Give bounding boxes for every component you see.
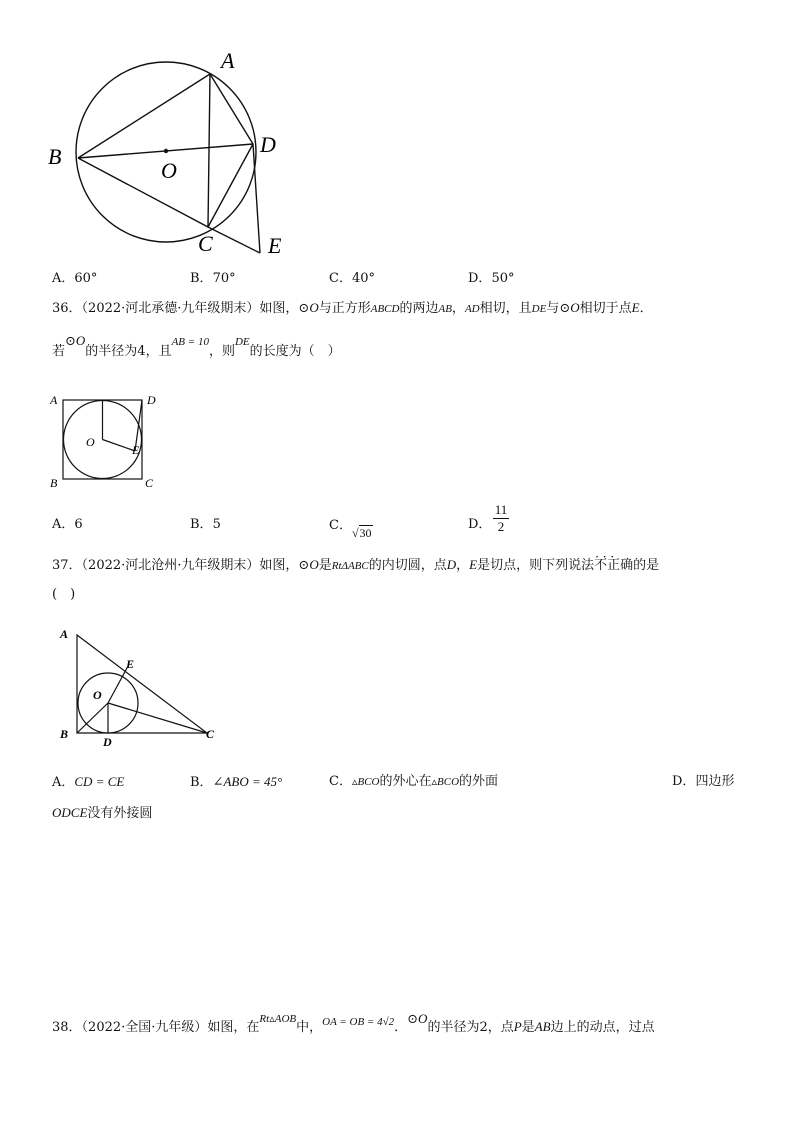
question-number: 36． (52, 301, 82, 316)
q37-option-c: C．▵BCO的外心在▵BCO的外面 (329, 774, 499, 789)
q36-stem-line2: 若⊙O的半径为4，且$^{AB = 10}$，则$^{DE}$的长度为（ ） (52, 333, 341, 359)
q35-point-label: E (268, 233, 282, 258)
q36-figure (44, 390, 164, 492)
q35-point-label: C (198, 231, 213, 256)
q37-point-label: O (93, 688, 102, 702)
q36-option-d-fraction: 11 2 (494, 502, 508, 534)
q36-option-d: D． (468, 517, 492, 532)
q36-point-label: E (132, 443, 140, 457)
q37-option-b: B．∠ABO = 45° (190, 774, 283, 790)
question-number: 37． (52, 558, 82, 573)
q35-point-label: D (260, 132, 276, 157)
q35-point-label: B (48, 144, 62, 169)
q35-option-a: A．60° (52, 271, 98, 286)
q37-stem-line1: 37．（2022·河北沧州·九年级期末）如图，⊙O是RtΔABC的内切圆，点D，E是切点，则下列说法· · · 不正确的是 (52, 557, 659, 574)
sqrt-30: √30 (351, 526, 372, 540)
q36-point-label: D (147, 393, 156, 407)
q35-point-label: A (221, 48, 235, 73)
q35-point-label: O (161, 158, 177, 183)
q35-figure (40, 40, 300, 265)
q37-option-a: A．CD = CE (52, 774, 125, 790)
question-source: （2022·河北沧州·九年级期末） (81, 558, 260, 573)
q37-stem-line2: ( ) (52, 587, 76, 602)
q37-point-label: D (103, 735, 112, 749)
q36-option-b: B．5 (190, 517, 221, 532)
emphasis-not-correct: · · · 不正确 (594, 558, 633, 574)
q37-point-label: A (60, 627, 69, 641)
q36-point-label: C (145, 476, 154, 490)
q35-option-c: C．40° (329, 271, 375, 286)
q36-stem-line1: 36．（2022·河北承德·九年级期末）如图，⊙O与正方形ABCD的两边AB，AD相切，且DE与⊙O相切于点E． (52, 300, 653, 316)
q36-point-label: O (86, 435, 95, 449)
q37-option-d: D．四边形 (672, 774, 735, 789)
question-source: （2022·河北承德·九年级期末） (81, 301, 260, 316)
q36-point-label: B (50, 476, 58, 490)
question-number: 38． (52, 1020, 82, 1035)
q37-point-label: E (126, 657, 135, 671)
q37-point-label: C (206, 727, 215, 741)
q35-option-d: D．50° (468, 271, 515, 286)
q37-figure (55, 625, 225, 750)
q37-point-label: B (60, 727, 69, 741)
q36-option-a: A．6 (52, 517, 83, 532)
q35-option-b: B．70° (190, 271, 236, 286)
q38-stem-line1: 38．（2022·全国·九年级）如图，在$^{Rt▵AOB}$中，$^{OA = OB = 4√2}$．⊙O的半径为2，点P是AB边上的动点，过点 (52, 1011, 655, 1035)
question-source: （2022·全国·九年级） (81, 1020, 208, 1035)
q36-option-c: C．√30 (329, 518, 372, 540)
q36-point-label: A (50, 393, 58, 407)
q37-option-d-cont: ODCE没有外接圆 (52, 805, 153, 821)
